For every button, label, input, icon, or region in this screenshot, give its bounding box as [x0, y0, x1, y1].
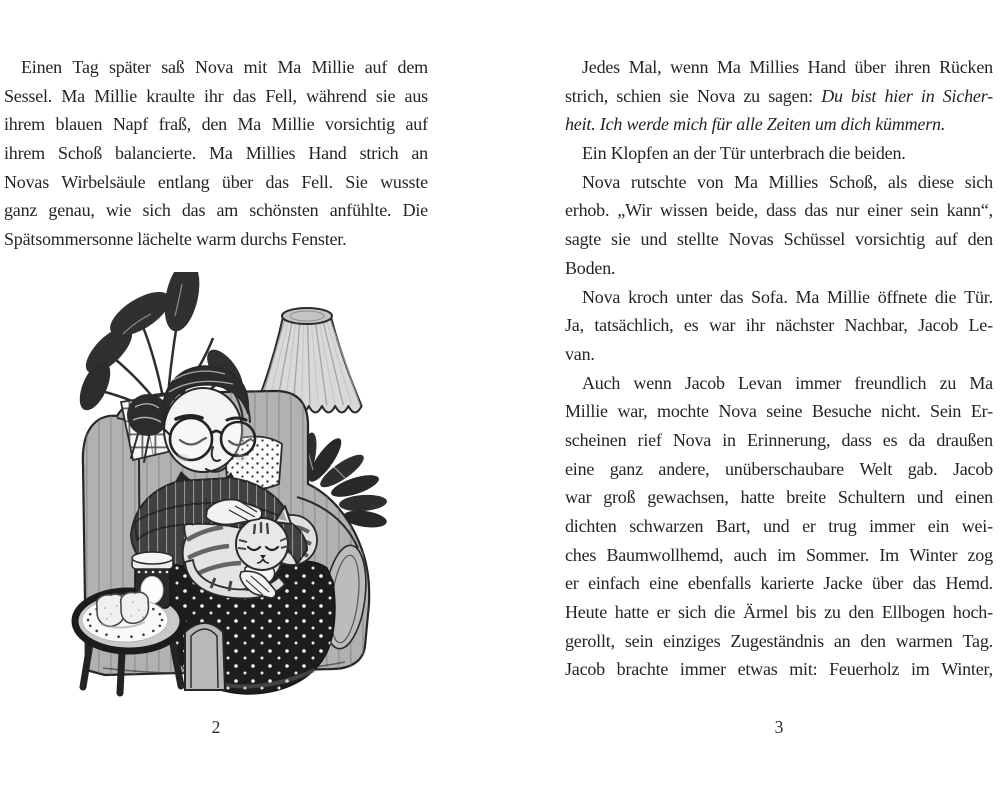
text-line: Novas Wirbelsäule entlang über das Fell. Sie wusste [4, 171, 428, 192]
text-line: erhob. „Wir wissen beide, dass das nur einer sein kann“, [565, 200, 993, 221]
text-line: ihrem Schoß balancierte. Ma Millies Hand strich an [4, 143, 428, 164]
text-line: gerollt, sein einziges Zugeständnis an den warmen Tag. [565, 630, 993, 651]
page-number-right: 3 [774, 717, 784, 737]
text-line: ihrem blauen Napf fraß, den Ma Millie vorsichtig auf [4, 114, 428, 135]
text-line: Jedes Mal, wenn Ma Millies Hand über ihren Rücken [582, 57, 993, 77]
text-line: Spätsommersonne lächelte warm durchs Fenster. [4, 229, 347, 250]
text-line: er einfach eine ebenfalls karierte Jacke über das Hemd. [565, 573, 993, 594]
text-line: ches Baumwollhemd, auch im Sommer. Im Winter zog [565, 544, 993, 565]
text-line: scheinen rief Nova in Erinnerung, dass es da draußen [565, 429, 993, 450]
text-line: Boden. [565, 257, 616, 278]
page-number-left: 2 [211, 717, 221, 737]
text-line: eine ganz andere, unüberschaubare Welt gab. Jacob [565, 458, 993, 479]
text-line: war groß gewachsen, hatte breite Schultern und einen [565, 487, 993, 508]
text-line: Auch wenn Jacob Levan immer freundlich zu Ma [582, 372, 993, 393]
armchair-front-panel [185, 623, 225, 690]
text-line: ganz genau, wie sich das am schönsten anfühlte. Die [4, 200, 428, 221]
text-line: heit. Ich werde mich für alle Zeiten um dich kümmern. [565, 114, 946, 135]
text-line: van. [565, 343, 595, 364]
text-line: sagte sie und stellte Novas Schüssel vorsichtig auf den [565, 229, 993, 250]
text-line: Sessel. Ma Millie kraulte ihr das Fell, während sie aus [4, 85, 428, 106]
text-line: Nova rutschte von Ma Millies Schoß, als diese sich [582, 171, 993, 192]
left-page-text [4, 53, 428, 254]
text-line: strich, schien sie Nova zu sagen: Du bist hier in Sicher- [565, 85, 993, 106]
text-line: dichten schwarzen Bart, und er trug immer ein wei- [565, 516, 993, 536]
text-line: Millie war, mochte Nova seine Besuche nicht. Sein Er- [565, 401, 993, 422]
text-line: Heute hatte er sich die Ärmel bis zu den Ellbogen hoch- [565, 602, 993, 623]
text-line: Jacob brachte immer etwas mit: Feuerholz im Winter, [565, 659, 993, 680]
illustration-grandma-cat-armchair [45, 272, 465, 712]
text-line: Ja, tatsächlich, es war ihr nächster Nachbar, Jacob Le- [565, 315, 993, 336]
right-page-text [565, 53, 993, 684]
text-line: Nova kroch unter das Sofa. Ma Millie öffnete die Tür. [582, 286, 993, 307]
text-line: Einen Tag später saß Nova mit Ma Millie auf dem [21, 57, 428, 77]
text-line: Ein Klopfen an der Tür unterbrach die beiden. [582, 143, 906, 164]
